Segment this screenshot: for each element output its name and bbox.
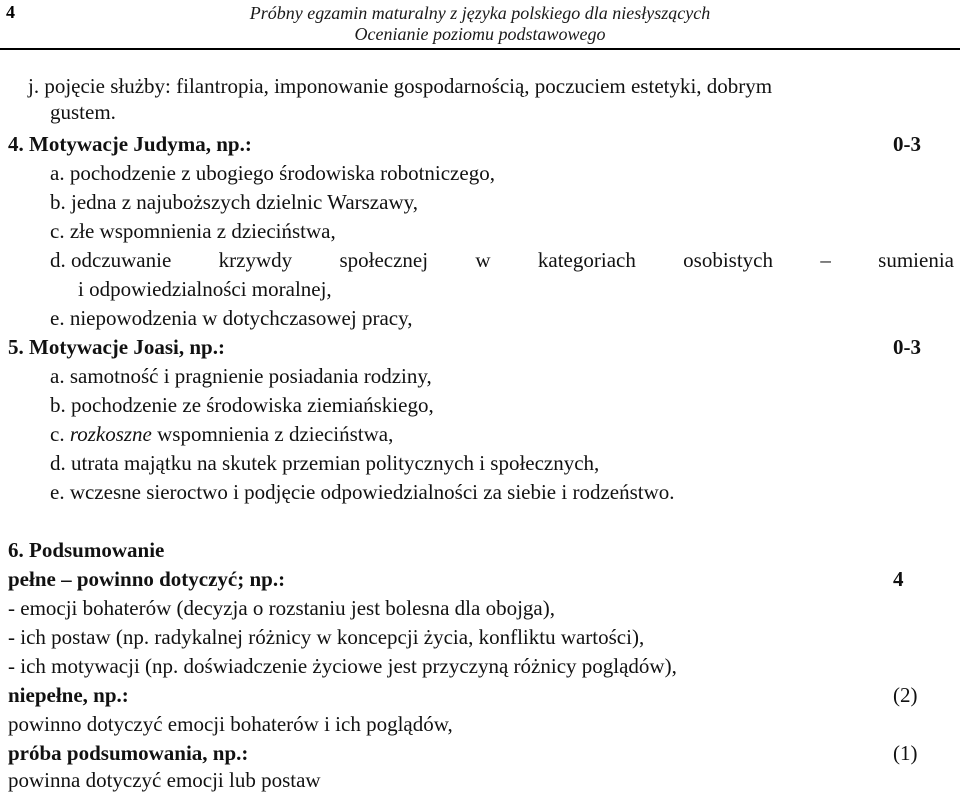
section4-score: 0-3 [893,132,921,156]
attempt-label: próba podsumowania, np.: [8,741,249,765]
d-word: osobistych [683,248,774,272]
section5-heading: 5. Motywacje Joasi, np.: [8,335,225,359]
item-c-rest: wspomnienia z dzieciństwa, [151,422,394,446]
section4-item-a: a. pochodzenie z ubogiego środowiska robotniczego, [50,161,495,185]
section5-item-b: b. pochodzenie ze środowiska ziemiańskiego, [50,393,434,417]
full-item-2: - ich postaw (np. radykalnej różnicy w koncepcji życia, konfliktu wartości), [8,625,645,649]
d-word: sumienia [878,248,954,272]
d-word: społecznej [339,248,429,272]
section5-item-a: a. samotność i pragnienie posiadania rodziny, [50,364,432,388]
full-item-3: - ich motywacji (np. doświadczenie życiowe jest przyczyną różnicy poglądów), [8,654,677,678]
section4-heading: 4. Motywacje Judyma, np.: [8,132,252,156]
d-word: w [475,248,491,272]
item-c-prefix: c. [50,422,70,446]
d-word: krzywdy [218,248,293,272]
full-item-1: - emocji bohaterów (decyzja o rozstaniu jest bolesna dla obojga), [8,596,555,620]
d-word: d. odczuwanie [50,248,172,272]
attempt-score: (1) [893,741,918,765]
header-title: Próbny egzamin maturalny z języka polskiego dla niesłyszących [249,3,711,23]
item-j-line2: gustem. [50,100,116,124]
header-divider [0,48,960,50]
section5-item-c [50,421,393,447]
d-word: – [820,248,831,272]
section4-item-e: e. niepowodzenia w dotychczasowej pracy, [50,306,413,330]
section5-item-d: d. utrata majątku na skutek przemian politycznych i społecznych, [50,451,600,475]
partial-score: (2) [893,683,918,707]
section6-heading: 6. Podsumowanie [8,538,165,562]
partial-label: niepełne, np.: [8,683,129,707]
item-j-line1: j. pojęcie służby: filantropia, imponowanie gospodarnością, poczuciem estetyki, dobrym [28,74,773,98]
full-score: 4 [893,567,904,591]
section4-item-b: b. jedna z najuboższych dzielnic Warszawy, [50,190,418,214]
full-label: pełne – powinno dotyczyć; np.: [8,567,286,591]
section4-item-d-continued: i odpowiedzialności moralnej, [78,277,332,301]
item-c-italic: rozkoszne [69,422,152,446]
section4-item-c: c. złe wspomnienia z dzieciństwa, [50,219,336,243]
section5-score: 0-3 [893,335,921,359]
section5-item-e: e. wczesne sieroctwo i podjęcie odpowiedzialności za siebie i rodzeństwo. [50,480,675,504]
header-subtitle: Ocenianie poziomu podstawowego [354,24,606,44]
page-number: 4 [6,2,15,22]
attempt-text: powinna dotyczyć emocji lub postaw [8,768,321,792]
section4-item-d [50,247,954,273]
partial-text: powinno dotyczyć emocji bohaterów i ich poglądów, [8,712,453,736]
d-word: kategoriach [537,248,636,272]
